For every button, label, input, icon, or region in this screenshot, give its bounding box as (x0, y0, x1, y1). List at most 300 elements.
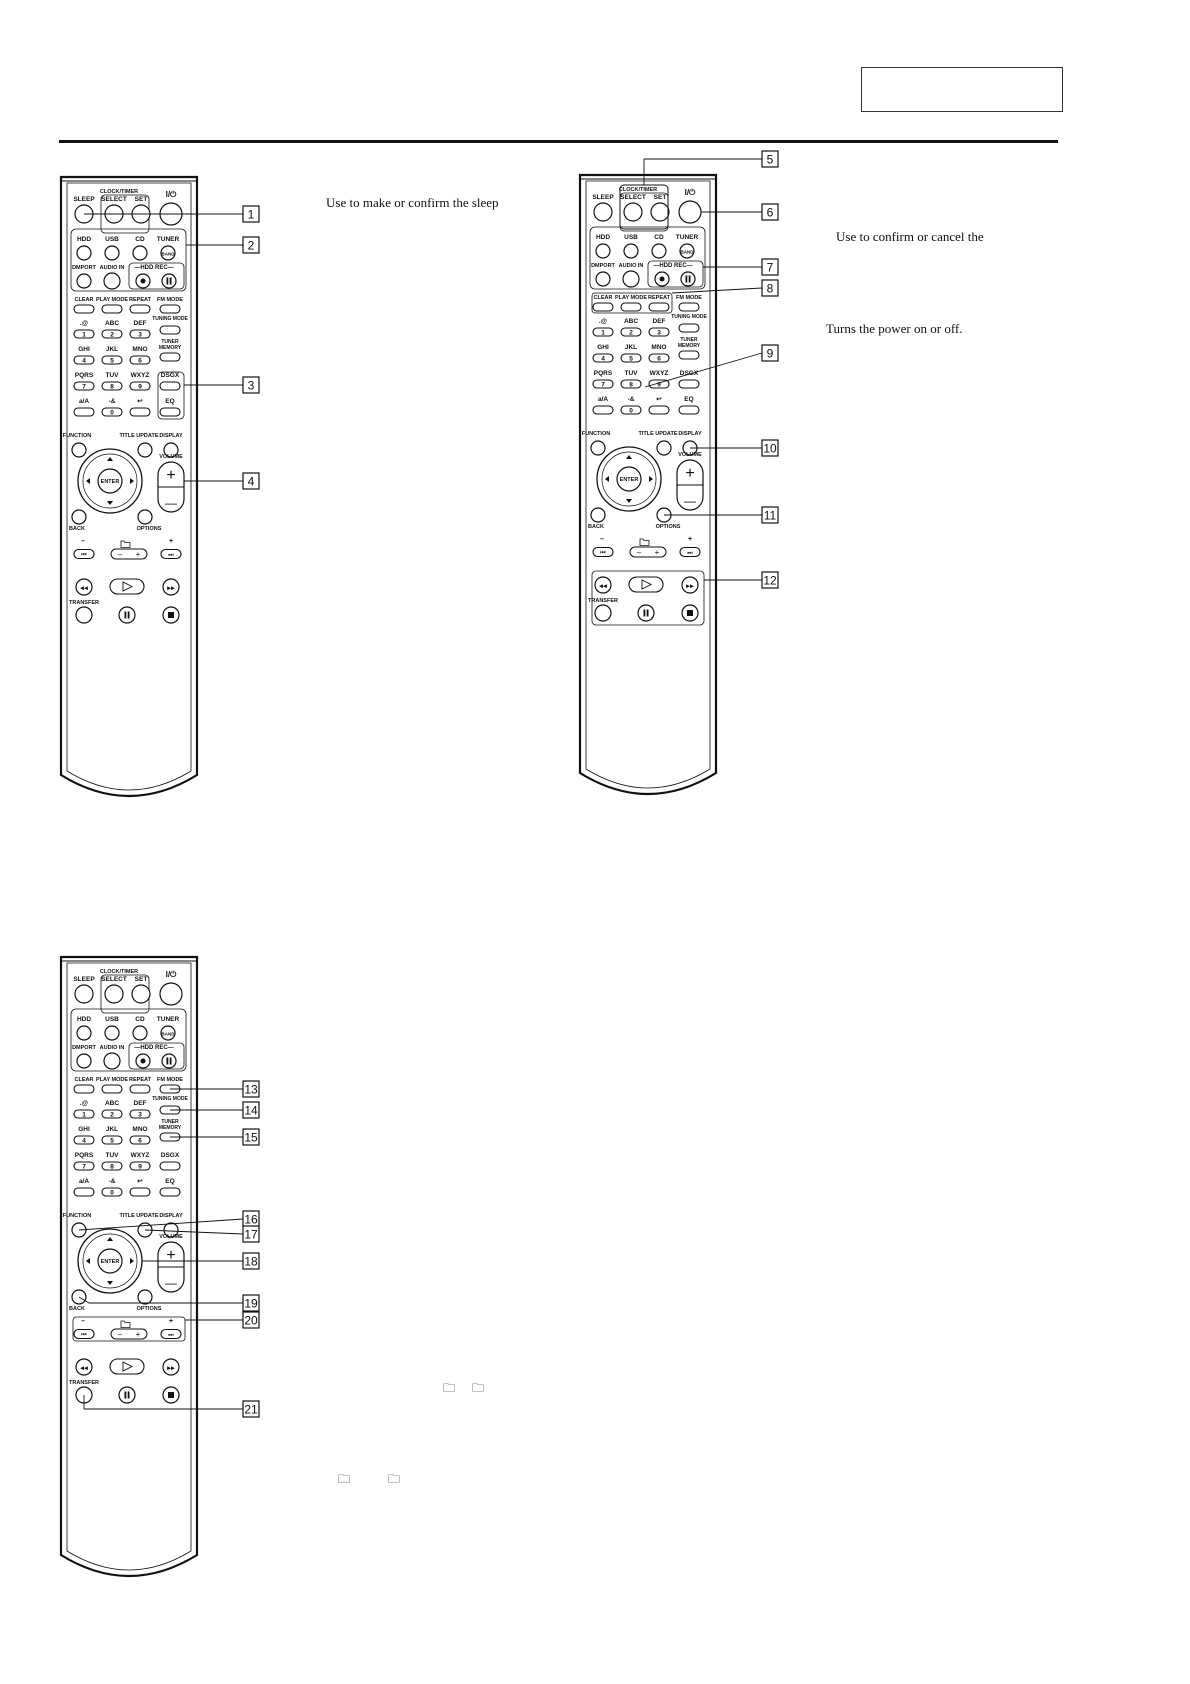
remote-diagram-2 (578, 152, 778, 815)
hdd-rec-label: —HDD REC— (134, 265, 174, 271)
repeat-button[interactable] (649, 303, 669, 311)
repeat-button[interactable] (130, 1085, 150, 1093)
tuner-label: TUNER (675, 234, 699, 241)
number-key[interactable] (74, 1188, 94, 1196)
usb-label: USB (105, 236, 119, 243)
callout-20-number: 20 (244, 1313, 258, 1328)
dmport-label: DMPORT (72, 265, 96, 271)
key-number: 4 (82, 1137, 86, 1145)
key-label: TUV (105, 372, 119, 379)
clock-timer-label: CLOCK/TIMER (99, 189, 139, 195)
tuner-label: TUNER (156, 1016, 180, 1023)
play-button[interactable] (110, 1359, 144, 1374)
key-number: 3 (138, 331, 142, 339)
set-button[interactable] (132, 985, 150, 1003)
folder-icon: 🗀 (338, 1472, 351, 1486)
audio-in-label: AUDIO IN (99, 1045, 125, 1051)
fast-forward-icon: ▶▶ (167, 1365, 175, 1372)
audio-in-button[interactable] (104, 1053, 120, 1069)
key-label: WXYZ (130, 1152, 150, 1159)
folder-minus-icon: – (117, 550, 123, 559)
tuner-memory-label: MEMORY (677, 343, 701, 349)
callout-12-number: 12 (763, 573, 777, 588)
back-label: BACK (69, 526, 85, 532)
power-description: Turns the power on or off. (826, 321, 963, 336)
volume-up-icon: + (685, 465, 695, 482)
pause-icon (170, 278, 172, 285)
hdd-rec-label: —HDD REC— (134, 1045, 174, 1051)
folder-minus-icon: – (117, 1330, 123, 1339)
back-label: BACK (69, 1306, 85, 1312)
clear-label: CLEAR (593, 295, 613, 301)
dmport-label: DMPORT (72, 1045, 96, 1051)
callout-16-number: 16 (244, 1212, 258, 1227)
display-label: DISPLAY (159, 433, 183, 439)
key-number: 6 (138, 1137, 142, 1145)
pause-icon (170, 1058, 172, 1065)
key-number: 0 (110, 1189, 114, 1197)
key-number: 2 (629, 329, 633, 337)
key-number: 9 (138, 383, 142, 391)
callout-13-number: 13 (244, 1082, 258, 1097)
play-button[interactable] (629, 577, 663, 592)
next-plus-label: + (168, 1318, 174, 1325)
tuning-mode-button[interactable] (679, 324, 699, 332)
callout-4-number: 4 (247, 474, 255, 489)
pause-icon (125, 612, 127, 619)
hdd-rec-label: —HDD REC— (653, 263, 693, 269)
select-button[interactable] (105, 985, 123, 1003)
audio-in-label: AUDIO IN (618, 263, 644, 269)
enter-label: ENTER (100, 1259, 120, 1265)
repeat-label: REPEAT (129, 297, 151, 303)
next-plus-label: + (168, 538, 174, 545)
power-label: I/⏻ (684, 188, 696, 197)
options-label: OPTIONS (136, 526, 162, 532)
cd-label: CD (654, 234, 664, 241)
volume-down-icon: — (684, 494, 696, 508)
key-label: TUV (105, 1152, 119, 1159)
select-label: SELECT (620, 194, 646, 201)
title-update-label: TITLE UPDATE (119, 1213, 159, 1219)
folder-minus-icon: – (636, 548, 642, 557)
audio-in-button[interactable] (104, 273, 120, 289)
header-box (861, 67, 1063, 112)
pause-button[interactable] (162, 274, 176, 288)
key-label: JKL (105, 1126, 119, 1133)
repeat-button[interactable] (130, 305, 150, 313)
title-update-button[interactable] (138, 443, 152, 457)
tuning-mode-label: TUNING MODE (152, 1096, 188, 1102)
record-icon (141, 279, 146, 284)
pause-icon (167, 278, 169, 285)
key-label: WXYZ (130, 372, 150, 379)
sleep-button[interactable] (75, 985, 93, 1003)
clock-timer-label: CLOCK/TIMER (618, 187, 658, 193)
tuner-memory-label: MEMORY (158, 345, 182, 351)
sleep-label: SLEEP (73, 196, 95, 203)
callout-14-number: 14 (244, 1103, 258, 1118)
key-number: 5 (110, 1137, 114, 1145)
pause-button[interactable] (681, 272, 695, 286)
pause-button[interactable] (119, 607, 135, 623)
power-label: I/⏻ (165, 190, 177, 199)
pause-icon (128, 1392, 130, 1399)
sleep-button[interactable] (594, 203, 612, 221)
enter-label: ENTER (100, 479, 120, 485)
hdd-button[interactable] (77, 246, 91, 260)
eq-label: EQ (165, 1178, 175, 1185)
key-label: ABC (104, 1100, 120, 1107)
key-number: 9 (138, 1163, 142, 1171)
clear-button[interactable] (74, 1085, 94, 1093)
key-number: 0 (629, 407, 633, 415)
cd-label: CD (135, 236, 145, 243)
key-label: GHI (78, 1126, 90, 1133)
audio-in-label: AUDIO IN (99, 265, 125, 271)
key-number: 7 (82, 1163, 86, 1171)
dmport-button[interactable] (596, 272, 610, 286)
options-button[interactable] (138, 1290, 152, 1304)
key-number: 7 (82, 383, 86, 391)
dsgx-label: DSGX (160, 1152, 180, 1159)
eq-button[interactable] (160, 1188, 180, 1196)
rewind-icon: ◀◀ (599, 583, 607, 590)
fm-mode-label: FM MODE (157, 297, 183, 303)
key-number: 6 (138, 357, 142, 365)
pause-icon (686, 276, 688, 283)
title-update-label: TITLE UPDATE (119, 433, 159, 439)
function-button[interactable] (591, 441, 605, 455)
previous-icon: ⏮ (600, 550, 606, 557)
volume-label: VOLUME (678, 452, 702, 458)
transfer-button[interactable] (76, 607, 92, 623)
number-key[interactable] (593, 406, 613, 414)
callout-5-number: 5 (766, 152, 774, 167)
hdd-label: HDD (595, 234, 611, 241)
tuner-label: TUNER (156, 236, 180, 243)
record-icon (660, 277, 665, 282)
select-button[interactable] (624, 203, 642, 221)
number-key[interactable] (130, 1188, 150, 1196)
fm-mode-button[interactable] (160, 305, 180, 313)
key-label: DEF (133, 1100, 147, 1107)
pause-button[interactable] (162, 1054, 176, 1068)
key-label: .@ (598, 318, 608, 325)
key-number: 7 (601, 381, 605, 389)
pause-icon (128, 612, 130, 619)
number-key[interactable] (649, 406, 669, 414)
display-label: DISPLAY (159, 1213, 183, 1219)
key-number: 1 (601, 329, 605, 337)
play-mode-button[interactable] (102, 305, 122, 313)
previous-icon: ⏮ (81, 1332, 87, 1339)
hdd-button[interactable] (596, 244, 610, 258)
dmport-button[interactable] (77, 1054, 91, 1068)
usb-label: USB (105, 1016, 119, 1023)
fast-forward-icon: ▶▶ (686, 583, 694, 590)
prev-minus-label: – (81, 538, 85, 545)
key-label: -& (627, 396, 635, 403)
play-mode-label: PLAY MODE (95, 1077, 129, 1083)
set-label: SET (134, 196, 148, 203)
key-label: JKL (624, 344, 638, 351)
usb-label: USB (624, 234, 638, 241)
callout-2-number: 2 (247, 238, 255, 253)
volume-up-icon: + (166, 467, 176, 484)
key-label: JKL (105, 346, 119, 353)
clear-label: CLEAR (74, 297, 94, 303)
cd-button[interactable] (133, 246, 147, 260)
hdd-button[interactable] (77, 1026, 91, 1040)
pause-icon (647, 610, 649, 617)
folder-plus-icon: + (135, 1330, 141, 1339)
dsgx-label: DSGX (679, 370, 699, 377)
function-label: FUNCTION (62, 1213, 92, 1219)
key-label: ↩ (656, 396, 662, 403)
back-button[interactable] (591, 508, 605, 522)
key-label: PQRS (74, 372, 94, 379)
remote-diagram-3 (59, 957, 259, 1597)
key-label: ↩ (137, 398, 143, 405)
folder-icon: 🗀 (472, 1381, 485, 1395)
prev-minus-label: – (600, 536, 604, 543)
key-label: .@ (79, 320, 89, 327)
key-number: 4 (601, 355, 605, 363)
key-label: ABC (623, 318, 639, 325)
volume-down-icon: — (165, 1276, 177, 1290)
eq-button[interactable] (679, 406, 699, 414)
key-number: 8 (110, 383, 114, 391)
callout-3-number: 3 (247, 378, 255, 393)
callout-1-number: 1 (247, 207, 255, 222)
callout-9-number: 9 (766, 346, 774, 361)
key-label: GHI (597, 344, 609, 351)
number-key[interactable] (130, 408, 150, 416)
set-button[interactable] (651, 203, 669, 221)
pause-icon (125, 1392, 127, 1399)
clock-timer-label: CLOCK/TIMER (99, 969, 139, 975)
options-label: OPTIONS (136, 1306, 162, 1312)
options-label: OPTIONS (655, 524, 681, 530)
confirm-cancel-description: Use to confirm or cancel the (836, 229, 984, 244)
dsgx-button[interactable] (679, 380, 699, 388)
repeat-label: REPEAT (129, 1077, 151, 1083)
key-number: 0 (110, 409, 114, 417)
previous-icon: ⏮ (81, 552, 87, 559)
fm-mode-label: FM MODE (676, 295, 702, 301)
play-mode-button[interactable] (102, 1085, 122, 1093)
key-label: ↩ (137, 1178, 143, 1185)
key-number: 4 (82, 357, 86, 365)
folder-icon: 🗀 (443, 1381, 456, 1395)
key-number: 1 (82, 1111, 86, 1119)
dsgx-label: DSGX (160, 372, 180, 379)
eq-button[interactable] (160, 408, 180, 416)
band-label: BAND (161, 251, 175, 257)
key-number: 1 (82, 331, 86, 339)
folder-icon: 🗀 (388, 1472, 401, 1486)
usb-button[interactable] (105, 246, 119, 260)
record-icon (141, 1059, 146, 1064)
fast-forward-icon: ▶▶ (167, 585, 175, 592)
select-label: SELECT (101, 196, 127, 203)
stop-icon (687, 610, 693, 616)
cd-button[interactable] (133, 1026, 147, 1040)
folder-plus-icon: + (135, 550, 141, 559)
key-label: PQRS (74, 1152, 94, 1159)
function-button[interactable] (72, 443, 86, 457)
key-number: 9 (657, 381, 661, 389)
dmport-button[interactable] (77, 274, 91, 288)
key-number: 2 (110, 331, 114, 339)
dsgx-button[interactable] (160, 1162, 180, 1170)
key-label: GHI (78, 346, 90, 353)
callout-15-number: 15 (244, 1130, 258, 1145)
key-label: MNO (132, 346, 148, 353)
hdd-label: HDD (76, 1016, 92, 1023)
key-number: 3 (657, 329, 661, 337)
usb-button[interactable] (105, 1026, 119, 1040)
function-label: FUNCTION (62, 433, 92, 439)
folder-plus-icon: + (654, 548, 660, 557)
eq-label: EQ (165, 398, 175, 405)
pause-icon (689, 276, 691, 283)
pause-button[interactable] (638, 605, 654, 621)
remote-svg (578, 152, 778, 815)
tuner-memory-label: TUNER (680, 337, 698, 343)
sleep-label: SLEEP (73, 976, 95, 983)
tuner-memory-label: TUNER (161, 1119, 179, 1125)
pause-icon (644, 610, 646, 617)
power-button[interactable] (160, 983, 182, 1005)
callout-7-number: 7 (766, 260, 774, 275)
back-label: BACK (588, 524, 604, 530)
key-label: WXYZ (649, 370, 669, 377)
folder-rocker[interactable] (630, 547, 666, 557)
usb-button[interactable] (624, 244, 638, 258)
dmport-label: DMPORT (591, 263, 615, 269)
callout-11-number: 11 (763, 508, 777, 523)
pause-button[interactable] (119, 1387, 135, 1403)
key-number: 5 (110, 357, 114, 365)
options-button[interactable] (138, 510, 152, 524)
back-button[interactable] (72, 510, 86, 524)
title-update-button[interactable] (657, 441, 671, 455)
audio-in-button[interactable] (623, 271, 639, 287)
key-number: 6 (657, 355, 661, 363)
key-label: DEF (133, 320, 147, 327)
pause-icon (167, 1058, 169, 1065)
function-label: FUNCTION (581, 431, 611, 437)
tuning-mode-label: TUNING MODE (671, 314, 707, 320)
next-icon: ⏭ (168, 552, 174, 559)
key-number: 5 (629, 355, 633, 363)
stop-icon (168, 612, 174, 618)
play-mode-button[interactable] (621, 303, 641, 311)
play-mode-label: PLAY MODE (614, 295, 648, 301)
volume-label: VOLUME (159, 1234, 183, 1240)
tuner-memory-button[interactable] (679, 351, 699, 359)
volume-up-icon: + (166, 1247, 176, 1264)
key-label: ABC (104, 320, 120, 327)
cd-label: CD (135, 1016, 145, 1023)
transfer-label: TRANSFER (69, 1380, 99, 1386)
key-label: DEF (652, 318, 666, 325)
transfer-button[interactable] (595, 605, 611, 621)
folder-rocker[interactable] (111, 549, 147, 559)
fm-mode-button[interactable] (679, 303, 699, 311)
callout-17-number: 17 (244, 1227, 258, 1242)
clear-button[interactable] (74, 305, 94, 313)
key-label: a/A (78, 1178, 90, 1185)
cd-button[interactable] (652, 244, 666, 258)
number-key[interactable] (74, 408, 94, 416)
key-label: MNO (132, 1126, 148, 1133)
tuner-memory-label: MEMORY (158, 1125, 182, 1131)
header-rule (59, 140, 1058, 143)
select-label: SELECT (101, 976, 127, 983)
play-mode-label: PLAY MODE (95, 297, 129, 303)
rewind-icon: ◀◀ (80, 585, 88, 592)
key-number: 3 (138, 1111, 142, 1119)
folder-rocker[interactable] (111, 1329, 147, 1339)
callout-18-number: 18 (244, 1254, 258, 1269)
callout-10-number: 10 (763, 441, 777, 456)
band-label: BAND (680, 249, 694, 255)
key-label: -& (108, 1178, 116, 1185)
dsgx-button[interactable] (160, 382, 180, 390)
remote-svg (59, 177, 259, 817)
set-label: SET (134, 976, 148, 983)
eq-label: EQ (684, 396, 694, 403)
display-label: DISPLAY (678, 431, 702, 437)
key-label: -& (108, 398, 116, 405)
clear-button[interactable] (593, 303, 613, 311)
callout-19-number: 19 (244, 1296, 258, 1311)
tuner-memory-label: TUNER (161, 339, 179, 345)
next-icon: ⏭ (168, 1332, 174, 1339)
tuning-mode-button[interactable] (160, 326, 180, 334)
next-plus-label: + (687, 536, 693, 543)
remote-svg (59, 957, 259, 1597)
fm-mode-label: FM MODE (157, 1077, 183, 1083)
key-label: PQRS (593, 370, 613, 377)
remote-diagram-1 (59, 177, 259, 817)
sleep-label: SLEEP (592, 194, 614, 201)
rewind-icon: ◀◀ (80, 1365, 88, 1372)
volume-label: VOLUME (159, 454, 183, 460)
tuner-memory-button[interactable] (160, 353, 180, 361)
transfer-label: TRANSFER (69, 600, 99, 606)
key-number: 2 (110, 1111, 114, 1119)
volume-down-icon: — (165, 496, 177, 510)
sleep-description: Use to make or confirm the sleep (326, 195, 499, 210)
key-label: MNO (651, 344, 667, 351)
clear-label: CLEAR (74, 1077, 94, 1083)
play-button[interactable] (110, 579, 144, 594)
key-label: .@ (79, 1100, 89, 1107)
callout-6-number: 6 (766, 205, 774, 220)
transfer-label: TRANSFER (588, 598, 618, 604)
stop-icon (168, 1392, 174, 1398)
key-label: TUV (624, 370, 638, 377)
key-label: a/A (597, 396, 609, 403)
power-button[interactable] (679, 201, 701, 223)
enter-label: ENTER (619, 477, 639, 483)
callout-21-number: 21 (244, 1402, 258, 1417)
next-icon: ⏭ (687, 550, 693, 557)
